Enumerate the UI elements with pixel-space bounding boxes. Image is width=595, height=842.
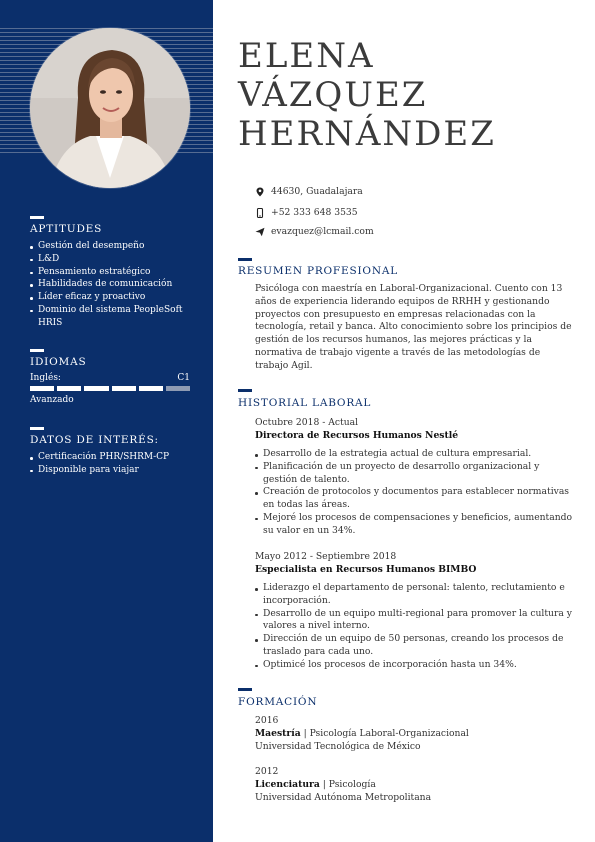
education-year: 2012 xyxy=(255,766,279,777)
language-level: Avanzado xyxy=(30,395,74,405)
level-segment-filled xyxy=(112,386,136,391)
summary-text: Psicóloga con maestría en Laboral-Organizacional. Cuento con 13 años de experiencia liderando equipos de RRHH y gestionando proyectos con presupuesto en empresas relacionadas con la tecnología, retail y banca. Alto conocimiento sobre los principios de gestión de los recursos humanos, las mejores prácticas y la normativa de trabajo vigente a través de las metodologías de trabajo Agil. xyxy=(255,283,572,371)
skill-item: Gestión del desempeño xyxy=(30,240,190,253)
job-bullets xyxy=(255,448,575,538)
interest-item: Disponible para viajar xyxy=(30,464,190,477)
education-year: 2016 xyxy=(255,715,279,726)
section-accent-bar xyxy=(30,216,44,219)
email-link[interactable]: evazquez@lcmail.com xyxy=(271,226,374,237)
language-row xyxy=(30,373,190,383)
candidate-name xyxy=(238,37,496,154)
languages-section xyxy=(30,349,190,405)
skills-section xyxy=(30,216,190,330)
skills-title: APTITUDES xyxy=(30,223,103,235)
education-field: Psicología xyxy=(328,778,376,790)
section-accent-bar xyxy=(30,427,44,430)
phone-icon xyxy=(255,208,265,218)
language-code: C1 xyxy=(177,373,190,383)
education-field: Psicología Laboral-Organizacional xyxy=(309,727,469,739)
summary-title: RESUMEN PROFESIONAL xyxy=(238,265,398,277)
job-bullet: Dirección de un equipo de 50 personas, creando los procesos de traslado para cada uno. xyxy=(255,633,575,659)
section-accent-bar xyxy=(238,688,252,691)
location-pin-icon xyxy=(255,187,265,197)
skill-item: Habilidades de comunicación xyxy=(30,278,190,291)
portrait-image xyxy=(30,28,190,188)
job-dates: Octubre 2018 - Actual xyxy=(255,417,359,428)
contact-address xyxy=(255,186,363,197)
education-degree: Maestría xyxy=(255,727,301,739)
job-role: Especialista en Recursos Humanos BIMBO xyxy=(255,564,477,575)
address-text: 44630, Guadalajara xyxy=(271,186,363,197)
job-role: Directora de Recursos Humanos Nestlé xyxy=(255,430,459,441)
contact-phone xyxy=(255,207,358,218)
send-icon xyxy=(255,227,265,237)
section-accent-bar xyxy=(238,258,252,261)
level-segment-filled xyxy=(139,386,163,391)
interests-section xyxy=(30,427,190,477)
education-title: FORMACIÓN xyxy=(238,696,318,708)
phone-text[interactable]: +52 333 648 3535 xyxy=(271,207,358,218)
level-segment-filled xyxy=(84,386,108,391)
job-bullet: Desarrollo de la estrategia actual de cultura empresarial. xyxy=(255,448,575,461)
education-degree-line: Maestría | Psicología Laboral-Organizacional xyxy=(255,727,469,739)
level-segment-filled xyxy=(57,386,81,391)
languages-title: IDIOMAS xyxy=(30,356,87,368)
job-bullet: Desarrollo de un equipo multi-regional para promover la cultura y valores a nivel interno. xyxy=(255,608,575,634)
skill-item: Pensamiento estratégico xyxy=(30,266,190,279)
job-bullet: Planificación de un proyecto de desarrollo organizacional y gestión de talento. xyxy=(255,461,575,487)
level-segment-filled xyxy=(30,386,54,391)
name-line: VÁZQUEZ xyxy=(238,75,428,115)
job-dates: Mayo 2012 - Septiembre 2018 xyxy=(255,551,397,562)
job-bullet: Optimicé los procesos de incorporación hasta un 34%. xyxy=(255,659,575,672)
interest-item: Certificación PHR/SHRM-CP xyxy=(30,451,190,464)
history-title: HISTORIAL LABORAL xyxy=(238,397,372,409)
level-segment-empty xyxy=(166,386,190,391)
education-school: Universidad Tecnológica de México xyxy=(255,740,421,752)
interests-list xyxy=(30,451,190,477)
skill-item: Dominio del sistema PeopleSoft HRIS xyxy=(30,304,190,330)
education-school: Universidad Autónoma Metropolitana xyxy=(255,791,432,803)
education-item xyxy=(255,715,469,753)
job-bullet: Liderazgo el departamento de personal: talento, reclutamiento e incorporación. xyxy=(255,582,575,608)
section-accent-bar xyxy=(238,389,252,392)
skill-item: Líder eficaz y proactivo xyxy=(30,291,190,304)
job-bullets xyxy=(255,582,575,672)
skills-list xyxy=(30,240,190,330)
name-line: ELENA xyxy=(238,36,375,76)
education-degree: Licenciatura xyxy=(255,778,320,790)
profile-photo xyxy=(30,28,190,188)
contact-email xyxy=(255,226,374,237)
name-line: HERNÁNDEZ xyxy=(238,114,496,154)
interests-title: DATOS DE INTERÉS: xyxy=(30,434,159,446)
education-degree-line: Licenciatura | Psicología xyxy=(255,778,376,790)
education-item xyxy=(255,766,431,804)
sidebar xyxy=(0,0,213,842)
job-bullet: Mejoré los procesos de compensaciones y beneficios, aumentando su valor en un 34%. xyxy=(255,512,575,538)
skill-item: L&D xyxy=(30,253,190,266)
language-name: Inglés: xyxy=(30,373,61,383)
job-bullet: Creación de protocolos y documentos para establecer normativas en todas las áreas. xyxy=(255,486,575,512)
section-accent-bar xyxy=(30,349,44,352)
language-level-meter xyxy=(30,386,190,391)
